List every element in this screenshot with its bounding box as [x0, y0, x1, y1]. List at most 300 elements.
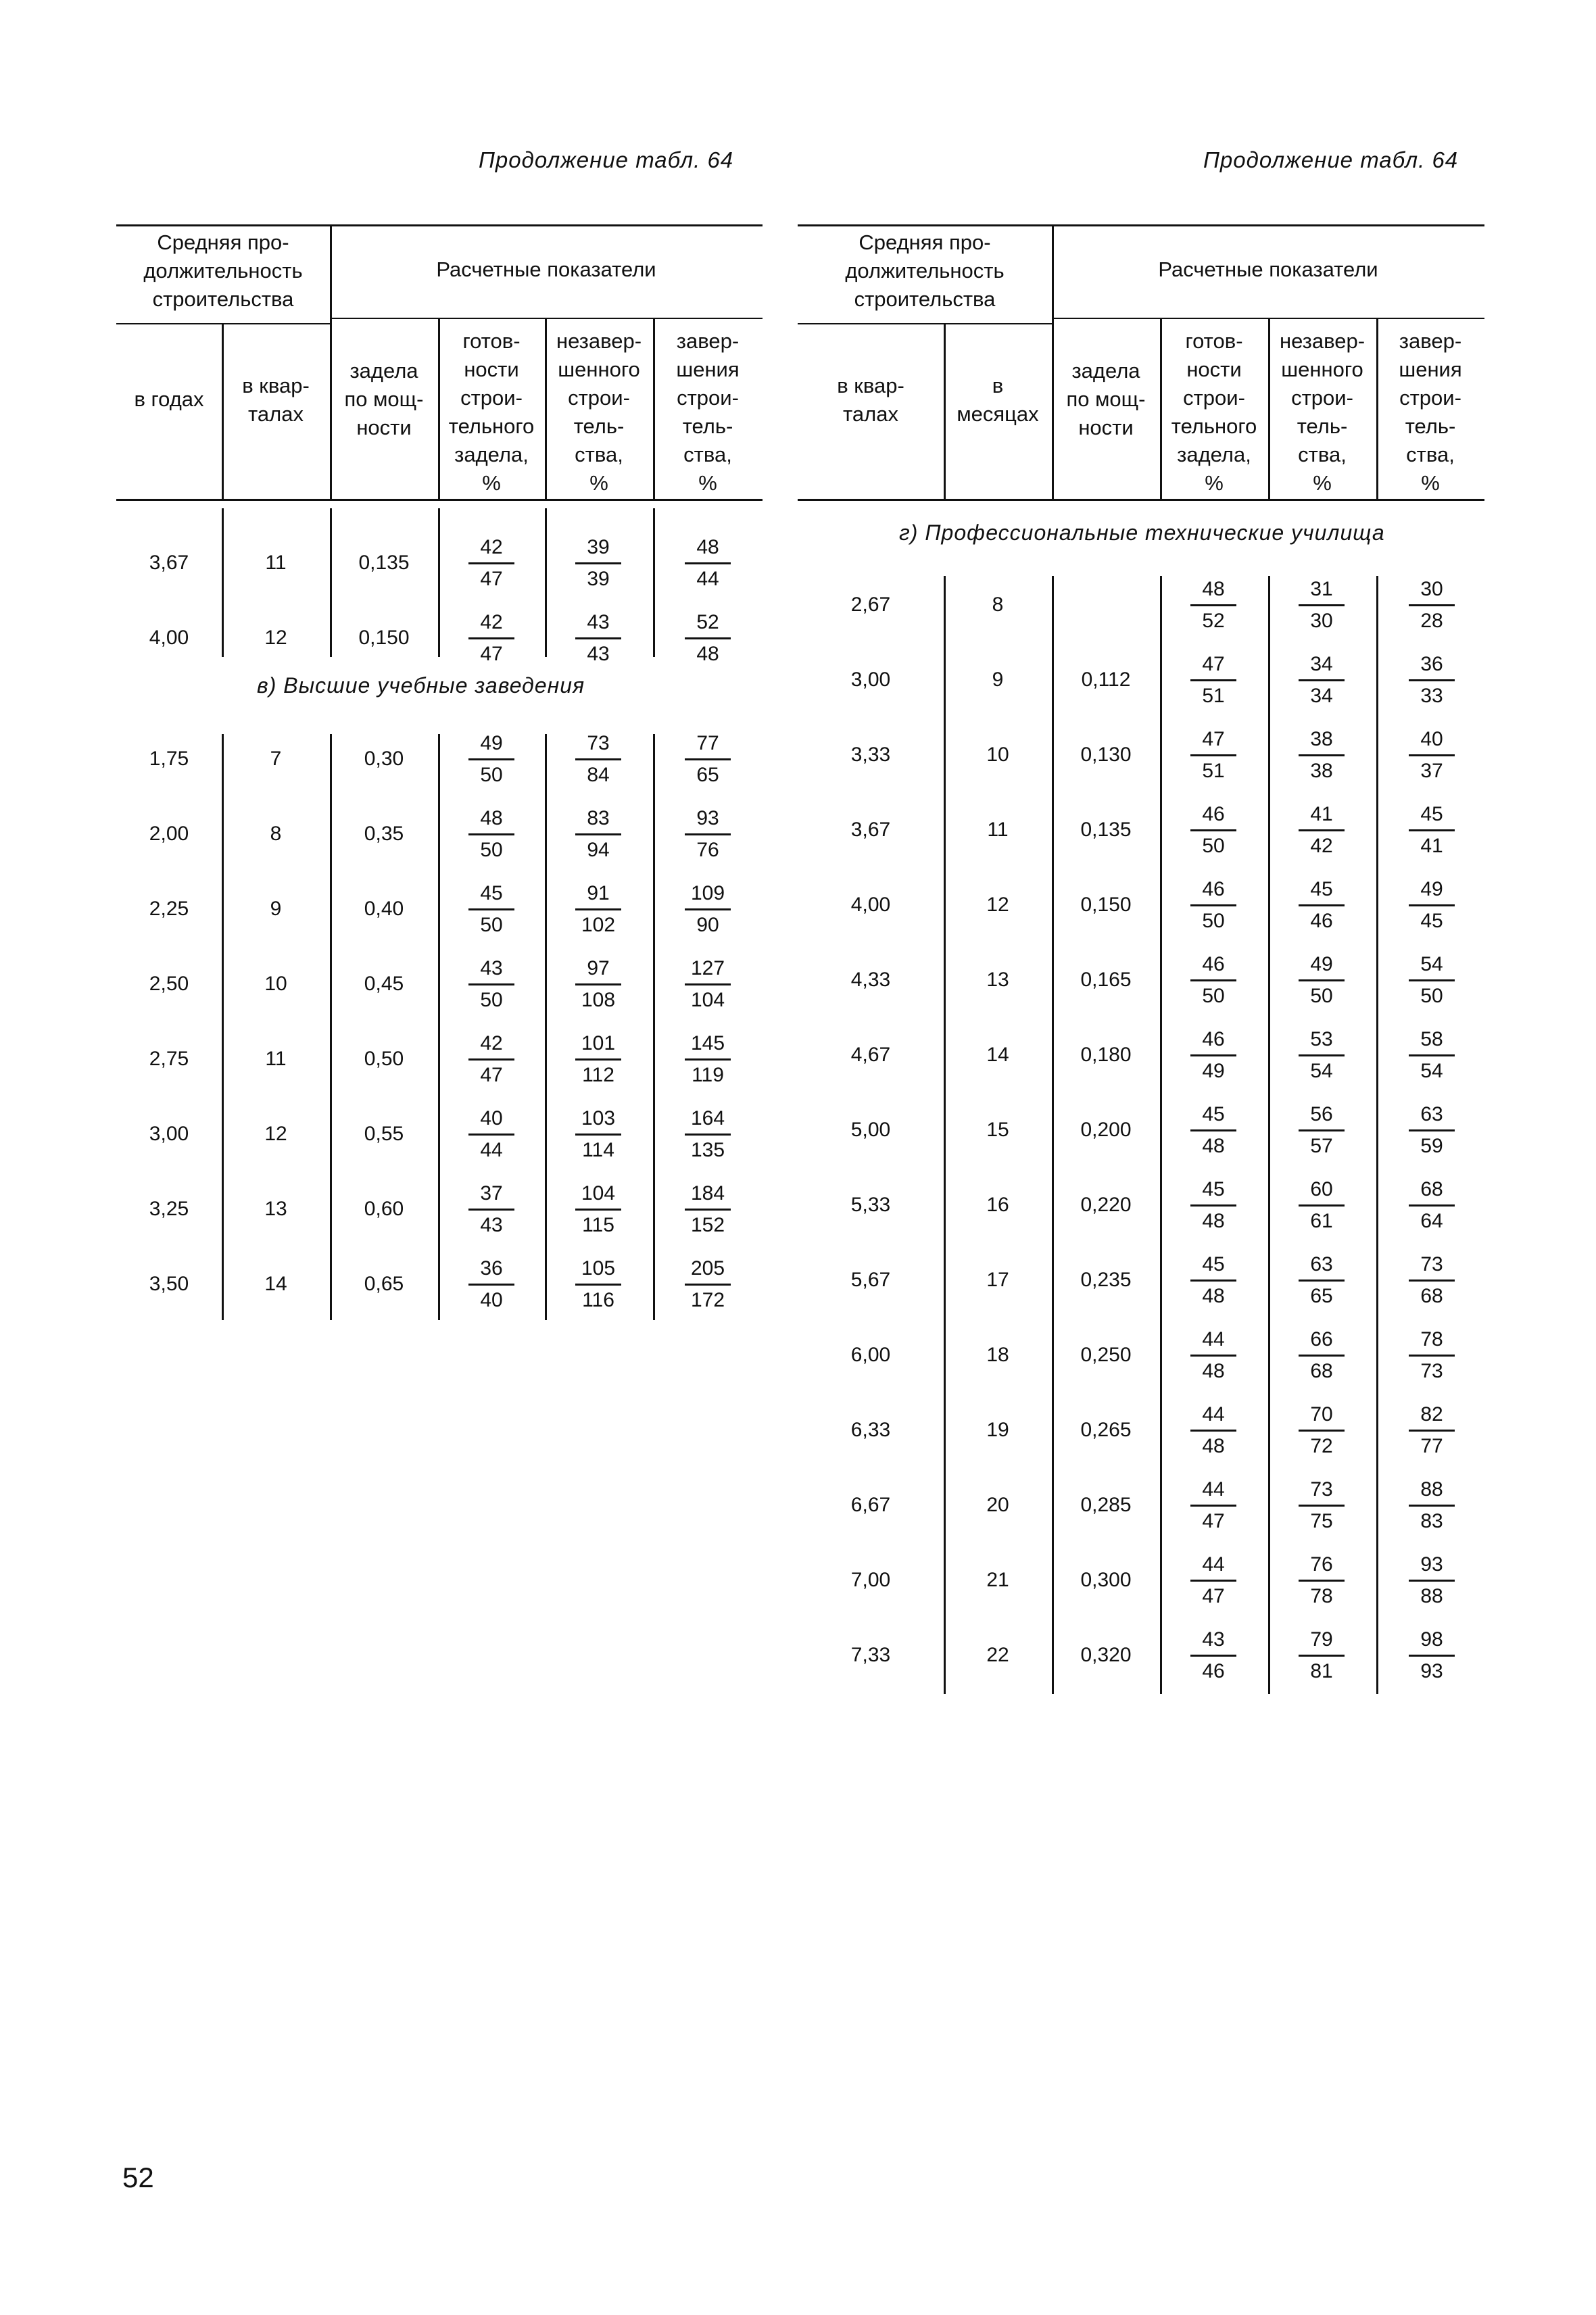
fraction-denominator: 37 [1420, 760, 1443, 782]
completion-fraction [1405, 1101, 1459, 1160]
fraction-numerator: 40 [468, 1105, 514, 1136]
column-header [222, 372, 330, 429]
fraction-numerator: 53 [1299, 1026, 1345, 1056]
quarters-cell: 13 [264, 1198, 287, 1220]
readiness-fraction [1186, 1026, 1240, 1085]
header-line: тельного [448, 414, 535, 438]
header-line: строи- [1291, 386, 1353, 410]
completion-fraction [1405, 1251, 1459, 1310]
readiness-fraction [464, 1030, 518, 1089]
fraction-denominator: 44 [696, 568, 719, 590]
fraction-denominator: 83 [1420, 1510, 1443, 1532]
header-line: строи- [1399, 386, 1461, 410]
zadel-cell: 0,250 [1080, 1344, 1132, 1366]
completion-fraction [681, 880, 735, 939]
quarters-cell: 12 [264, 1123, 287, 1145]
fraction-denominator: 50 [480, 989, 503, 1011]
fraction-numerator: 70 [1299, 1401, 1345, 1432]
fraction-numerator: 76 [1299, 1551, 1345, 1582]
fraction-numerator: 93 [1409, 1551, 1455, 1582]
readiness-fraction [464, 1255, 518, 1314]
fraction-denominator: 50 [480, 764, 503, 786]
fraction-numerator: 48 [1190, 576, 1236, 606]
months-cell: 12 [986, 894, 1009, 916]
fraction-numerator: 44 [1190, 1401, 1236, 1432]
readiness-fraction [1186, 801, 1240, 860]
fraction-numerator: 91 [575, 880, 621, 910]
fraction-numerator: 45 [1409, 801, 1455, 831]
completion-fraction [1405, 1476, 1459, 1535]
months-cell: 11 [987, 819, 1009, 841]
fraction-denominator: 30 [1310, 610, 1333, 632]
header-line: Средняя про- [157, 230, 289, 254]
zadel-cell: 0,285 [1080, 1494, 1132, 1516]
fraction-numerator: 82 [1409, 1401, 1455, 1432]
unfinished-fraction [1295, 1251, 1349, 1310]
completion-fraction [1405, 1401, 1459, 1460]
header-line: ности [1078, 416, 1134, 439]
fraction-numerator: 97 [575, 955, 621, 985]
column-divider [944, 576, 946, 1694]
fraction-numerator: 127 [685, 955, 731, 985]
completion-fraction [1405, 1326, 1459, 1385]
header-indicators: Расчетные показатели [436, 258, 656, 281]
column-header [1160, 327, 1268, 497]
header-line: % [698, 471, 717, 495]
completion-fraction [1405, 651, 1459, 710]
fraction-denominator: 73 [1420, 1360, 1443, 1382]
fraction-denominator: 52 [1202, 610, 1225, 632]
fraction-numerator: 73 [575, 730, 621, 760]
fraction-denominator: 104 [690, 989, 725, 1011]
unfinished-fraction [1295, 1326, 1349, 1385]
readiness-fraction [1186, 1176, 1240, 1235]
months-cell: 14 [986, 1044, 1009, 1066]
fraction-numerator: 40 [1409, 726, 1455, 756]
fraction-numerator: 109 [685, 880, 731, 910]
completion-fraction [681, 1255, 735, 1314]
quarters-cell: 7 [270, 748, 282, 770]
table-top-rule [798, 224, 1484, 226]
fraction-numerator: 78 [1409, 1326, 1455, 1357]
years-cell: 2,25 [149, 898, 189, 920]
header-line: незавер- [1279, 329, 1365, 353]
quarters-cell: 3,67 [850, 819, 891, 841]
fraction-denominator: 172 [690, 1289, 725, 1311]
section-title-universities: в) Высшие учебные заведения [257, 673, 585, 698]
readiness-fraction [1186, 1101, 1240, 1160]
fraction-numerator: 56 [1299, 1101, 1345, 1131]
fraction-numerator: 46 [1190, 951, 1236, 981]
fraction-numerator: 45 [1190, 1251, 1236, 1282]
months-cell: 13 [986, 969, 1009, 991]
fraction-denominator: 47 [1202, 1585, 1225, 1607]
fraction-denominator: 54 [1420, 1060, 1443, 1082]
months-cell: 16 [986, 1194, 1009, 1216]
fraction-numerator: 42 [468, 1030, 514, 1061]
unfinished-fraction [1295, 1026, 1349, 1085]
header-bottom-rule [798, 499, 1484, 501]
readiness-fraction [464, 955, 518, 1014]
fraction-denominator: 43 [480, 1214, 503, 1236]
years-cell: 1,75 [149, 748, 189, 770]
quarters-cell: 4,33 [850, 969, 891, 991]
quarters-cell: 5,33 [850, 1194, 891, 1216]
fraction-numerator: 104 [575, 1180, 621, 1211]
fraction-numerator: 83 [575, 805, 621, 835]
fraction-denominator: 49 [1202, 1060, 1225, 1082]
column-divider [1268, 576, 1270, 1694]
header-line: тельного [1171, 414, 1257, 438]
fraction-numerator: 39 [575, 534, 621, 564]
fraction-numerator: 46 [1190, 876, 1236, 906]
completion-fraction [1405, 1626, 1459, 1685]
years-cell: 2,50 [149, 973, 189, 995]
column-header [1376, 327, 1484, 497]
header-line: тель- [1405, 414, 1456, 438]
readiness-fraction [1186, 876, 1240, 935]
unfinished-fraction [1295, 801, 1349, 860]
quarters-cell: 6,33 [850, 1419, 891, 1441]
quarters-cell: 2,67 [850, 593, 891, 616]
fraction-numerator: 77 [685, 730, 731, 760]
fraction-denominator: 84 [587, 764, 610, 786]
completion-fraction [1405, 801, 1459, 860]
fraction-denominator: 152 [690, 1214, 725, 1236]
column-divider [653, 734, 655, 1320]
column-header [545, 327, 653, 497]
completion-fraction [1405, 876, 1459, 935]
header-line: должительность [845, 259, 1005, 283]
column-header [1268, 327, 1376, 497]
readiness-fraction [464, 609, 518, 668]
header-line: % [1313, 471, 1332, 495]
fraction-denominator: 47 [480, 1064, 503, 1086]
header-line: должительность [143, 259, 303, 283]
fraction-numerator: 54 [1409, 951, 1455, 981]
quarters-cell: 5,67 [850, 1269, 891, 1291]
zadel-cell: 0,50 [364, 1048, 404, 1070]
fraction-denominator: 57 [1310, 1135, 1333, 1157]
fraction-denominator: 50 [480, 839, 503, 861]
zadel-cell: 0,180 [1080, 1044, 1132, 1066]
quarters-cell: 6,00 [850, 1344, 891, 1366]
header-indicators: Расчетные показатели [1158, 258, 1378, 281]
column-divider [944, 323, 946, 499]
months-cell: 8 [992, 593, 1004, 616]
header-line: ства, [683, 443, 732, 466]
quarters-cell: 8 [270, 823, 282, 845]
header-line: % [1205, 471, 1224, 495]
unfinished-fraction [571, 805, 625, 864]
header-line: талах [248, 402, 304, 426]
readiness-fraction [464, 730, 518, 789]
column-header [944, 372, 1052, 429]
header-line: Средняя про- [859, 230, 991, 254]
quarters-cell: 12 [264, 627, 287, 649]
quarters-cell: 4,67 [850, 1044, 891, 1066]
header-line: по мощ- [344, 387, 424, 411]
fraction-denominator: 68 [1310, 1360, 1333, 1382]
readiness-fraction [1186, 576, 1240, 635]
fraction-denominator: 108 [581, 989, 616, 1011]
zadel-cell: 0,300 [1080, 1569, 1132, 1591]
header-line: завер- [1399, 329, 1462, 353]
fraction-numerator: 47 [1190, 651, 1236, 681]
fraction-numerator: 38 [1299, 726, 1345, 756]
quarters-cell: 3,00 [850, 668, 891, 691]
fraction-numerator: 48 [468, 805, 514, 835]
column-header [1052, 357, 1160, 442]
header-line: задела [1071, 359, 1140, 383]
fraction-numerator: 45 [1190, 1176, 1236, 1207]
fraction-denominator: 50 [1202, 910, 1225, 932]
header-line: ности [1186, 358, 1242, 381]
header-line: тель- [1297, 414, 1348, 438]
readiness-fraction [1186, 951, 1240, 1010]
fraction-denominator: 75 [1310, 1510, 1333, 1532]
column-header [116, 385, 222, 414]
fraction-numerator: 44 [1190, 1551, 1236, 1582]
fraction-denominator: 46 [1202, 1660, 1225, 1682]
zadel-cell: 0,45 [364, 973, 404, 995]
fraction-numerator: 68 [1409, 1176, 1455, 1207]
column-divider [653, 318, 655, 499]
fraction-numerator: 45 [468, 880, 514, 910]
completion-fraction [681, 730, 735, 789]
readiness-fraction [1186, 1326, 1240, 1385]
section-title-vocational-schools: г) Профессиональные технические училища [899, 520, 1385, 545]
unfinished-fraction [1295, 1551, 1349, 1610]
header-line: строи- [568, 386, 630, 410]
fraction-numerator: 145 [685, 1030, 731, 1061]
header-line: ства, [575, 443, 623, 466]
fraction-denominator: 47 [480, 643, 503, 665]
column-divider [545, 318, 547, 499]
months-cell: 20 [986, 1494, 1009, 1516]
fraction-numerator: 44 [1190, 1326, 1236, 1357]
fraction-numerator: 41 [1299, 801, 1345, 831]
header-line: задела, [1177, 443, 1251, 466]
column-header [653, 327, 763, 497]
unfinished-fraction [571, 880, 625, 939]
fraction-numerator: 49 [1299, 951, 1345, 981]
fraction-denominator: 119 [692, 1064, 724, 1086]
header-line: строи- [1183, 386, 1245, 410]
fraction-numerator: 79 [1299, 1626, 1345, 1657]
fraction-numerator: 184 [685, 1180, 731, 1211]
unfinished-fraction [1295, 1401, 1349, 1460]
header-line: тель- [573, 414, 625, 438]
fraction-numerator: 49 [468, 730, 514, 760]
unfinished-fraction [571, 730, 625, 789]
fraction-numerator: 45 [1299, 876, 1345, 906]
unfinished-fraction [571, 534, 625, 593]
zadel-cell: 0,200 [1080, 1119, 1132, 1141]
unfinished-fraction [1295, 726, 1349, 785]
fraction-numerator: 48 [685, 534, 731, 564]
fraction-denominator: 78 [1310, 1585, 1333, 1607]
completion-fraction [681, 805, 735, 864]
fraction-numerator: 46 [1190, 801, 1236, 831]
fraction-denominator: 48 [1202, 1435, 1225, 1457]
fraction-denominator: 50 [480, 914, 503, 936]
fraction-denominator: 44 [480, 1139, 503, 1161]
header-line: строи- [677, 386, 739, 410]
fraction-numerator: 31 [1299, 576, 1345, 606]
fraction-numerator: 63 [1409, 1101, 1455, 1131]
completion-fraction [1405, 576, 1459, 635]
fraction-denominator: 45 [1420, 910, 1443, 932]
unfinished-fraction [571, 609, 625, 668]
fraction-denominator: 77 [1420, 1435, 1443, 1457]
fraction-numerator: 42 [468, 609, 514, 639]
zadel-cell: 0,130 [1080, 744, 1132, 766]
unfinished-fraction [571, 1030, 625, 1089]
header-line: по мощ- [1066, 387, 1146, 411]
fraction-denominator: 34 [1310, 685, 1333, 707]
months-cell: 22 [986, 1644, 1009, 1666]
fraction-numerator: 52 [685, 609, 731, 639]
header-bottom-rule [116, 499, 763, 501]
years-cell: 2,00 [149, 823, 189, 845]
fraction-denominator: 48 [1202, 1285, 1225, 1307]
fraction-numerator: 43 [575, 609, 621, 639]
zadel-cell: 0,320 [1080, 1644, 1132, 1666]
fraction-denominator: 50 [1310, 985, 1333, 1007]
fraction-denominator: 135 [690, 1139, 725, 1161]
fraction-denominator: 68 [1420, 1285, 1443, 1307]
fraction-denominator: 72 [1310, 1435, 1333, 1457]
column-divider [222, 508, 224, 657]
months-cell: 9 [992, 668, 1004, 691]
header-sub-rule [798, 323, 1052, 324]
header-line: тель- [682, 414, 733, 438]
fraction-denominator: 81 [1310, 1660, 1333, 1682]
fraction-denominator: 50 [1420, 985, 1443, 1007]
completion-fraction [681, 1180, 735, 1239]
readiness-fraction [1186, 1626, 1240, 1685]
column-divider [1160, 576, 1162, 1694]
fraction-denominator: 46 [1310, 910, 1333, 932]
completion-fraction [1405, 1176, 1459, 1235]
fraction-numerator: 47 [1190, 726, 1236, 756]
readiness-fraction [1186, 1401, 1240, 1460]
column-divider [545, 508, 547, 657]
fraction-numerator: 205 [685, 1255, 731, 1286]
readiness-fraction [1186, 726, 1240, 785]
zadel-cell: 0,150 [358, 627, 410, 649]
header-line: задела [349, 359, 418, 383]
years-cell: 3,00 [149, 1123, 189, 1145]
zadel-cell: 0,265 [1080, 1419, 1132, 1441]
quarters-cell: 3,33 [850, 744, 891, 766]
quarters-cell: 9 [270, 898, 282, 920]
fraction-denominator: 43 [587, 643, 610, 665]
fraction-denominator: 47 [480, 568, 503, 590]
years-cell: 3,25 [149, 1198, 189, 1220]
fraction-numerator: 101 [575, 1030, 621, 1061]
fraction-numerator: 43 [1190, 1626, 1236, 1657]
fraction-denominator: 102 [581, 914, 616, 936]
quarters-cell: 5,00 [850, 1119, 891, 1141]
readiness-fraction [464, 1105, 518, 1164]
column-divider [330, 508, 332, 657]
unfinished-fraction [571, 1180, 625, 1239]
fraction-numerator: 98 [1409, 1626, 1455, 1657]
zadel-cell: 0,150 [1080, 894, 1132, 916]
fraction-numerator: 30 [1409, 576, 1455, 606]
readiness-fraction [1186, 1251, 1240, 1310]
fraction-denominator: 116 [582, 1289, 614, 1311]
unfinished-fraction [1295, 576, 1349, 635]
column-divider [653, 508, 655, 657]
unfinished-fraction [571, 955, 625, 1014]
fraction-numerator: 73 [1409, 1251, 1455, 1282]
fraction-numerator: 58 [1409, 1026, 1455, 1056]
fraction-denominator: 48 [696, 643, 719, 665]
fraction-numerator: 36 [1409, 651, 1455, 681]
page-number: 52 [122, 2162, 154, 2193]
fraction-denominator: 51 [1202, 685, 1225, 707]
fraction-denominator: 76 [696, 839, 719, 861]
unfinished-fraction [1295, 951, 1349, 1010]
fraction-numerator: 105 [575, 1255, 621, 1286]
quarters-cell: 6,67 [850, 1494, 891, 1516]
fraction-numerator: 37 [468, 1180, 514, 1211]
header-line: незавер- [556, 329, 642, 353]
fraction-numerator: 103 [575, 1105, 621, 1136]
months-cell: 10 [986, 744, 1009, 766]
header-line: ства, [1298, 443, 1347, 466]
header-line: завер- [676, 329, 740, 353]
zadel-cell: 0,135 [1080, 819, 1132, 841]
header-line: в квар- [837, 374, 904, 397]
completion-fraction [1405, 726, 1459, 785]
header-duration [798, 228, 1052, 314]
header-line: % [589, 471, 608, 495]
zadel-cell: 0,60 [364, 1198, 404, 1220]
fraction-denominator: 64 [1420, 1210, 1443, 1232]
quarters-cell: 11 [265, 1048, 287, 1070]
fraction-numerator: 49 [1409, 876, 1455, 906]
fraction-numerator: 73 [1299, 1476, 1345, 1507]
readiness-fraction [1186, 1551, 1240, 1610]
header-line: % [1421, 471, 1440, 495]
column-divider [438, 508, 440, 657]
fraction-numerator: 34 [1299, 651, 1345, 681]
fraction-numerator: 66 [1299, 1326, 1345, 1357]
readiness-fraction [464, 1180, 518, 1239]
zadel-cell: 0,30 [364, 748, 404, 770]
zadel-cell: 0,35 [364, 823, 404, 845]
years-cell: 4,00 [149, 627, 189, 649]
table-top-rule [116, 224, 763, 226]
header-line: шенного [558, 358, 640, 381]
column-divider [1376, 318, 1378, 499]
fraction-denominator: 65 [696, 764, 719, 786]
fraction-numerator: 63 [1299, 1251, 1345, 1282]
header-line: шения [1399, 358, 1462, 381]
header-line: ства, [1406, 443, 1455, 466]
column-divider [438, 318, 440, 499]
fraction-numerator: 45 [1190, 1101, 1236, 1131]
header-line: готов- [462, 329, 521, 353]
fraction-numerator: 36 [468, 1255, 514, 1286]
column-divider [222, 734, 224, 1320]
fraction-denominator: 50 [1202, 835, 1225, 857]
months-cell: 15 [986, 1119, 1009, 1141]
